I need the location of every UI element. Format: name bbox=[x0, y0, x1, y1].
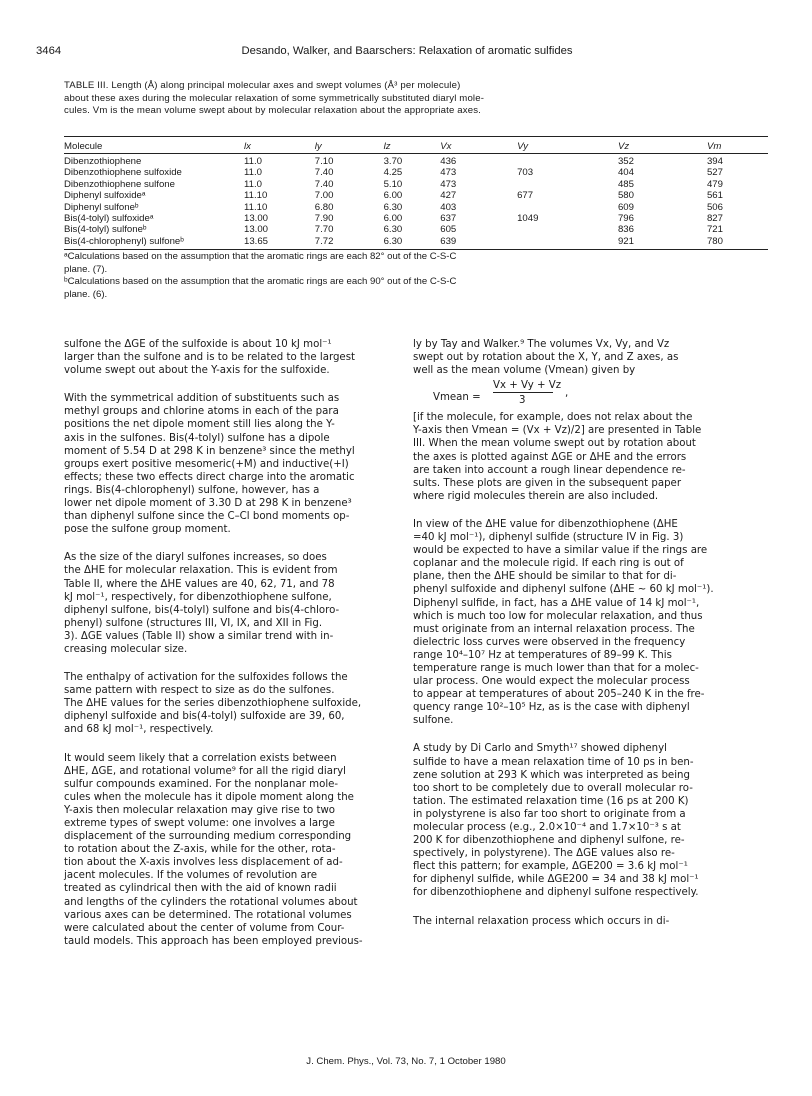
text-line: are taken into account a rough linear dependence re- bbox=[413, 464, 686, 476]
value-cell bbox=[511, 179, 590, 190]
text-line: moment of 5.54 D at 298 K in benzene³ since the methyl bbox=[64, 445, 355, 457]
text-line: It would seem likely that a correlation exists between bbox=[64, 752, 337, 764]
value-cell bbox=[511, 224, 590, 235]
text-line: ΔHE, ΔGE, and rotational volume⁹ for all the rigid diaryl bbox=[64, 765, 347, 777]
text-line: Diphenyl sulfide, in fact, has a ΔHE value of 14 kJ mol⁻¹, bbox=[413, 597, 700, 609]
value-cell bbox=[511, 236, 590, 250]
table-row bbox=[64, 213, 768, 224]
text-line: The ΔHE values for the series dibenzothiophene sulfoxide, bbox=[64, 698, 362, 710]
fraction-bar bbox=[493, 392, 553, 393]
col-header: Vz bbox=[617, 140, 630, 152]
value-cell: 796 bbox=[617, 213, 634, 225]
value-cell: 506 bbox=[706, 201, 723, 213]
value-cell: 403 bbox=[440, 201, 457, 213]
text-line: the ΔHE for molecular relaxation. This is evident from bbox=[64, 565, 338, 577]
value-cell: 473 bbox=[440, 167, 457, 179]
text-line: [if the molecule, for example, does not relax about the bbox=[413, 412, 693, 424]
value-cell: 11.0 bbox=[244, 156, 262, 167]
col-header: lz bbox=[383, 140, 391, 152]
text-line: too short to be completely due to overall molecular ro- bbox=[413, 782, 693, 794]
value-cell: 609 bbox=[617, 201, 634, 213]
text-line: larger than the sulfone and is to be related to the largest bbox=[64, 352, 355, 364]
text-line: and lengths of the cylinders the rotational volumes about bbox=[64, 896, 358, 908]
formula-denominator: 3 bbox=[519, 395, 526, 407]
formula-tail: , bbox=[565, 388, 569, 400]
left-column bbox=[64, 338, 400, 948]
text-line: spectively, in polystyrene). The ΔGE values also re- bbox=[413, 848, 675, 860]
value-cell: 5.10 bbox=[383, 178, 403, 190]
text-line: In view of the ΔHE value for dibenzothiophene (ΔHE bbox=[413, 518, 678, 530]
value-cell: 721 bbox=[706, 224, 723, 236]
value-cell: 836 bbox=[617, 224, 634, 236]
value-cell: 11.0 bbox=[244, 178, 262, 190]
value-cell: 11.10 bbox=[244, 201, 268, 213]
value-cell: 11.0 bbox=[244, 167, 262, 179]
text-line: As the size of the diaryl sulfones increases, so does bbox=[64, 552, 327, 564]
value-cell: 427 bbox=[440, 190, 457, 202]
text-line: extreme types of swept volume: one involves a large bbox=[64, 818, 335, 829]
value-cell: 6.80 bbox=[314, 201, 334, 213]
page-header bbox=[36, 45, 778, 59]
col-header: Vy bbox=[517, 140, 529, 152]
col-header: Molecule bbox=[64, 140, 103, 152]
text-line: rings. Bis(4-chlorophenyl) sulfone, however, has a bbox=[64, 484, 320, 496]
text-line: sults. These plots are given in the subsequent paper bbox=[413, 477, 682, 489]
value-cell: 6.00 bbox=[383, 190, 403, 202]
table-row bbox=[64, 167, 768, 178]
value-cell: 6.30 bbox=[383, 201, 403, 213]
text-line: flect this pattern; for example, ΔGE200 = 3.6 kJ mol⁻¹ bbox=[413, 861, 688, 873]
molecule-cell: Dibenzothiophene sulfoxide bbox=[64, 167, 182, 179]
value-cell: 7.00 bbox=[314, 190, 334, 202]
text-line: axis in the sulfones. Bis(4-tolyl) sulfone has a dipole bbox=[64, 432, 330, 444]
value-cell: 7.40 bbox=[314, 167, 334, 179]
text-line: volume swept out about the Y-axis for the sulfoxide. bbox=[64, 365, 330, 377]
value-cell bbox=[511, 202, 590, 213]
text-line: swept out by rotation about the X, Y, and Z axes, as bbox=[413, 352, 679, 364]
text-line: well as the mean volume (Vmean) given by bbox=[413, 365, 636, 377]
value-cell: 436 bbox=[440, 156, 457, 167]
text-line: in polystyrene is also far too short to originate from a bbox=[413, 808, 686, 820]
formula-lhs: Vmean = bbox=[433, 392, 481, 404]
text-line: lower net dipole moment of 3.30 D at 298 K in benzene³ bbox=[64, 498, 352, 510]
paragraph bbox=[413, 915, 773, 928]
text-line: to appear at temperatures of about 205–240 K in the fre- bbox=[413, 689, 705, 701]
paragraph bbox=[64, 392, 400, 536]
col-header: ly bbox=[314, 140, 322, 152]
page-footer: J. Chem. Phys., Vol. 73, No. 7, 1 October 1980 bbox=[306, 1056, 506, 1067]
text-line: 3). ΔGE values (Table II) show a similar trend with in- bbox=[64, 630, 334, 642]
value-cell: 11.10 bbox=[244, 190, 268, 202]
footnote-line: ᵃCalculations based on the assumption that the aromatic rings are each 82° out of the C-S-C bbox=[64, 251, 457, 262]
page-number: 3464 bbox=[36, 45, 62, 57]
text-line: molecular process (e.g., 2.0×10⁻⁴ and 1.7×10⁻³ s at bbox=[413, 822, 681, 833]
right-column bbox=[413, 338, 773, 928]
text-line: same pattern with respect to size as do the sulfones. bbox=[64, 685, 335, 697]
value-cell: 1049 bbox=[517, 213, 539, 225]
col-header: lx bbox=[244, 140, 251, 152]
value-cell: 7.10 bbox=[314, 156, 334, 167]
text-line: ly by Tay and Walker.⁹ The volumes Vx, Vy, and Vz bbox=[413, 339, 670, 350]
value-cell: 352 bbox=[617, 156, 634, 167]
value-cell: 13.00 bbox=[244, 224, 269, 236]
table-footnotes bbox=[64, 251, 768, 301]
value-cell: 637 bbox=[440, 213, 457, 225]
caption-line: TABLE III. Length (Å) along principal molecular axes and swept volumes (Å³ per molecule) bbox=[64, 80, 461, 91]
table-row bbox=[64, 190, 768, 201]
table-row bbox=[64, 236, 768, 250]
molecule-cell: Dibenzothiophene bbox=[64, 156, 142, 167]
paragraph bbox=[413, 518, 773, 728]
text-line: to rotation about the Z-axis, while for the other, rota- bbox=[64, 844, 336, 856]
text-line: range 10⁴–10⁷ Hz at temperatures of 89–99 K. This bbox=[413, 649, 672, 661]
value-cell: 580 bbox=[617, 190, 634, 202]
text-line: A study by Di Carlo and Smyth¹⁷ showed diphenyl bbox=[413, 743, 667, 755]
text-line: tauld models. This approach has been employed previous- bbox=[64, 935, 363, 947]
running-title: Desando, Walker, and Baarschers: Relaxation of aromatic sulfides bbox=[241, 45, 573, 57]
text-line: tation. The estimated relaxation time (16 ps at 200 K) bbox=[413, 795, 689, 807]
text-line: zene solution at 293 K which was interpreted as being bbox=[413, 769, 690, 781]
text-line: phenyl) sulfone (structures III, VI, IX, and XII in Fig. bbox=[64, 617, 323, 629]
value-cell: 473 bbox=[440, 178, 457, 190]
text-line: tion about the X-axis involves less displacement of ad- bbox=[64, 857, 343, 869]
text-line: were calculated about the center of volume from Cour- bbox=[64, 922, 345, 934]
molecule-cell: Bis(4-tolyl) sulfoxideᵃ bbox=[64, 213, 154, 225]
text-line: pose the sulfone group moment. bbox=[64, 524, 231, 536]
paragraph bbox=[413, 338, 773, 377]
value-cell: 485 bbox=[617, 178, 634, 190]
formula-numerator: Vx + Vy + Vz bbox=[493, 380, 562, 392]
text-line: must originate from an internal relaxation process. The bbox=[413, 623, 695, 635]
paragraph bbox=[64, 338, 400, 377]
paragraph bbox=[413, 742, 773, 899]
text-line: cules when the molecule has it dipole moment along the bbox=[64, 791, 354, 803]
text-line: groups exert positive mesomeric(+M) and inductive(+I) bbox=[64, 458, 349, 470]
footnote-line: plane. (7). bbox=[64, 263, 108, 275]
value-cell: 6.30 bbox=[383, 224, 403, 236]
value-cell: 827 bbox=[706, 213, 723, 225]
molecule-cell: Diphenyl sulfoneᵇ bbox=[64, 201, 139, 213]
text-line: for diphenyl sulfide, while ΔGE200 = 34 and 38 kJ mol⁻¹ bbox=[413, 874, 699, 886]
footnote-line: ᵇCalculations based on the assumption that the aromatic rings are each 90° out of the C-S-C bbox=[64, 276, 457, 287]
text-line: kJ mol⁻¹, respectively, for dibenzothiophene sulfone, bbox=[64, 591, 332, 603]
table-row bbox=[64, 179, 768, 190]
text-line: 200 K for dibenzothiophene and diphenyl sulfone, re- bbox=[413, 835, 685, 847]
value-cell: 703 bbox=[517, 167, 534, 179]
text-line: Table II, where the ΔHE values are 40, 62, 71, and 78 bbox=[64, 578, 335, 590]
text-line: methyl groups and chlorine atoms in each of the para bbox=[64, 406, 339, 418]
value-cell: 561 bbox=[706, 190, 723, 202]
value-cell: 527 bbox=[706, 167, 723, 179]
text-line: diphenyl sulfone, bis(4-tolyl) sulfone and bis(4-chloro- bbox=[64, 604, 340, 616]
value-cell: 394 bbox=[706, 156, 723, 167]
value-cell: 921 bbox=[617, 235, 634, 247]
text-line: dielectric loss curves were observed in the frequency bbox=[413, 636, 686, 648]
value-cell: 3.70 bbox=[383, 156, 403, 167]
text-line: Y-axis then molecular relaxation may give rise to two bbox=[64, 804, 336, 816]
value-cell: 7.70 bbox=[314, 224, 334, 236]
molecule-cell: Diphenyl sulfoxideᵃ bbox=[64, 190, 146, 202]
text-line: jacent molecules. If the volumes of revolution are bbox=[64, 870, 317, 882]
text-line: sulfur compounds examined. For the nonplanar mole- bbox=[64, 778, 339, 790]
text-line: which is much too low for molecular relaxation, and thus bbox=[413, 610, 703, 622]
value-cell: 7.90 bbox=[314, 213, 334, 225]
table-caption bbox=[64, 80, 768, 118]
text-line: effects; these two effects direct charge into the aromatic bbox=[64, 471, 355, 483]
table-row bbox=[64, 224, 768, 235]
text-line: where rigid molecules therein are also included. bbox=[413, 490, 659, 502]
value-cell: 6.00 bbox=[383, 213, 403, 225]
footnote-line: plane. (6). bbox=[64, 288, 108, 300]
text-line: III. When the mean volume swept out by rotation about bbox=[413, 438, 696, 450]
text-line: than diphenyl sulfone since the C–Cl bond moments op- bbox=[64, 511, 350, 523]
value-cell bbox=[511, 154, 590, 168]
text-line: positions the net dipole moment still lies along the Y- bbox=[64, 419, 335, 431]
text-line: coplanar and the molecule rigid. If each ring is out of bbox=[413, 558, 684, 570]
text-line: would be expected to have a similar value if the rings are bbox=[413, 545, 708, 557]
text-line: sulfone the ΔGE of the sulfoxide is about 10 kJ mol⁻¹ bbox=[64, 339, 332, 350]
text-line: quency range 10²–10⁵ Hz, as is the case with diphenyl bbox=[413, 702, 690, 714]
value-cell: 7.72 bbox=[314, 235, 334, 247]
text-line: The internal relaxation process which occurs in di- bbox=[413, 915, 670, 927]
text-line: sulfone. bbox=[413, 715, 454, 727]
text-line: creasing molecular size. bbox=[64, 643, 188, 655]
col-header: Vx bbox=[440, 140, 452, 152]
col-header: Vm bbox=[706, 140, 722, 152]
value-cell: 479 bbox=[706, 178, 723, 190]
value-cell: 6.30 bbox=[383, 235, 403, 247]
text-line: various axes can be determined. The rotational volumes bbox=[64, 909, 352, 921]
text-line: =40 kJ mol⁻¹), diphenyl sulfide (structure IV in Fig. 3) bbox=[413, 532, 684, 544]
value-cell: 404 bbox=[617, 167, 634, 179]
text-line: treated as cylindrical then with the aid of known radii bbox=[64, 883, 337, 895]
value-cell: 13.65 bbox=[244, 235, 269, 247]
text-line: phenyl sulfoxide and diphenyl sulfone (ΔHE ~ 60 kJ mol⁻¹). bbox=[413, 584, 714, 596]
text-line: temperature range is much lower than that for a molec- bbox=[413, 662, 699, 674]
text-line: diphenyl sulfoxide and bis(4-tolyl) sulfoxide are 39, 60, bbox=[64, 711, 345, 723]
value-cell: 677 bbox=[517, 190, 534, 202]
value-cell: 780 bbox=[706, 235, 723, 247]
text-line: displacement of the surrounding medium corresponding bbox=[64, 831, 352, 843]
paragraph bbox=[413, 411, 773, 503]
molecule-cell: Dibenzothiophene sulfone bbox=[64, 178, 175, 190]
text-line: With the symmetrical addition of substituents such as bbox=[64, 393, 340, 405]
text-line: sulfide to have a mean relaxation time of 10 ps in ben- bbox=[413, 756, 694, 768]
text-line: plane, then the ΔHE should be similar to that for di- bbox=[413, 571, 677, 583]
value-cell: 639 bbox=[440, 235, 457, 247]
value-cell: 605 bbox=[440, 224, 457, 236]
caption-line: cules. Vm is the mean volume swept about by molecular relaxation about the appropriate axes. bbox=[64, 105, 481, 116]
text-line: the axes is plotted against ΔGE or ΔHE and the errors bbox=[413, 451, 687, 463]
molecule-cell: Bis(4-tolyl) sulfoneᵇ bbox=[64, 224, 147, 236]
value-cell: 7.40 bbox=[314, 178, 334, 190]
text-line: ular process. One would expect the molecular process bbox=[413, 676, 690, 688]
paragraph bbox=[64, 551, 400, 656]
molecule-cell: Bis(4-chlorophenyl) sulfoneᵇ bbox=[64, 235, 184, 247]
paragraph bbox=[64, 752, 400, 948]
caption-line: about these axes during the molecular relaxation of some symmetrically substituted diaryl mole- bbox=[64, 92, 485, 104]
data-table bbox=[64, 136, 768, 250]
table-header-row bbox=[64, 137, 768, 154]
value-cell: 4.25 bbox=[383, 167, 403, 179]
text-line: for dibenzothiophene and diphenyl sulfone respectively. bbox=[413, 887, 699, 899]
paragraph bbox=[64, 671, 400, 736]
value-cell: 13.00 bbox=[244, 213, 269, 225]
table-row bbox=[64, 202, 768, 213]
mean-volume-formula bbox=[413, 377, 773, 411]
text-line: and 68 kJ mol⁻¹, respectively. bbox=[64, 724, 214, 736]
table-row bbox=[64, 154, 768, 168]
text-line: Y-axis then Vmean = (Vx + Vz)/2] are presented in Table bbox=[413, 425, 702, 437]
text-line: The enthalpy of activation for the sulfoxides follows the bbox=[64, 672, 348, 684]
